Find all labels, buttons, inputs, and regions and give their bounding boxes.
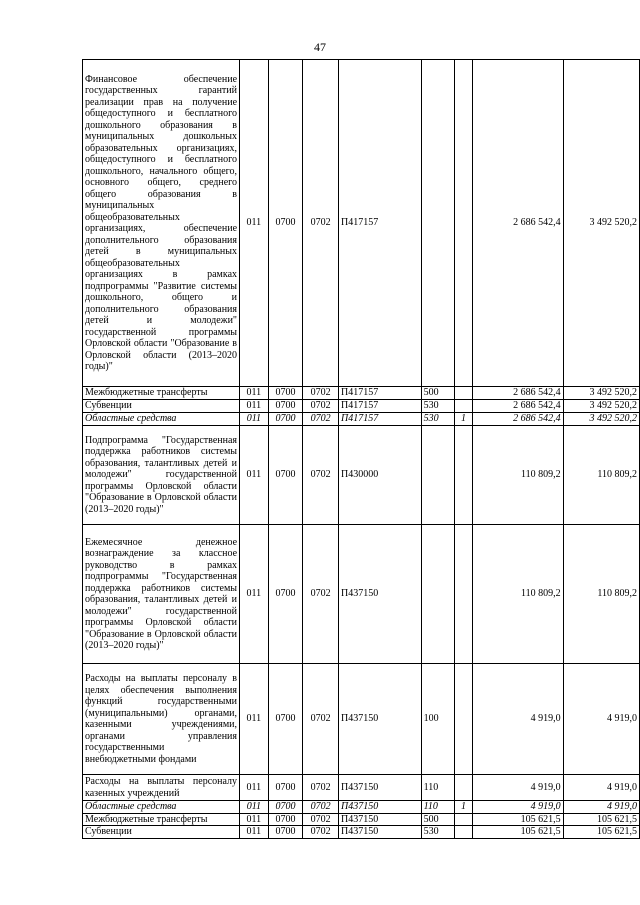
cell-grbs: 011 xyxy=(240,387,269,400)
table-row xyxy=(83,387,640,400)
cell-amount-1: 110 809,2 xyxy=(472,525,563,664)
cell-section: 0700 xyxy=(268,775,303,801)
cell-amount-1: 2 686 542,4 xyxy=(472,60,563,387)
cell-section: 0700 xyxy=(268,413,303,426)
cell-grbs: 011 xyxy=(240,664,269,775)
cell-amount-1: 2 686 542,4 xyxy=(472,413,563,426)
cell-name: Областные средства xyxy=(83,413,240,426)
cell-target-article: П437150 xyxy=(338,826,421,839)
cell-grbs: 011 xyxy=(240,775,269,801)
cell-section: 0700 xyxy=(268,664,303,775)
page-number: 47 xyxy=(314,40,326,54)
cell-amount-2: 3 492 520,2 xyxy=(563,60,639,387)
cell-expense-type xyxy=(421,525,455,664)
cell-amount-1: 4 919,0 xyxy=(472,801,563,814)
cell-source: 1 xyxy=(455,801,473,814)
cell-source xyxy=(455,775,473,801)
cell-target-article: П417157 xyxy=(338,60,421,387)
cell-amount-2: 3 492 520,2 xyxy=(563,413,639,426)
budget-table xyxy=(82,59,640,839)
cell-grbs: 011 xyxy=(240,813,269,826)
cell-expense-type: 530 xyxy=(421,826,455,839)
cell-subsection: 0702 xyxy=(303,813,339,826)
cell-grbs: 011 xyxy=(240,60,269,387)
cell-section: 0700 xyxy=(268,387,303,400)
cell-amount-2: 4 919,0 xyxy=(563,775,639,801)
table-row xyxy=(83,525,640,664)
cell-amount-2: 105 621,5 xyxy=(563,813,639,826)
cell-amount-2: 3 492 520,2 xyxy=(563,400,639,413)
cell-subsection: 0702 xyxy=(303,664,339,775)
cell-name: Субвенции xyxy=(83,826,240,839)
cell-section: 0700 xyxy=(268,826,303,839)
cell-subsection: 0702 xyxy=(303,60,339,387)
cell-subsection: 0702 xyxy=(303,413,339,426)
cell-expense-type xyxy=(421,426,455,525)
cell-source xyxy=(455,826,473,839)
cell-source xyxy=(455,664,473,775)
cell-amount-2: 3 492 520,2 xyxy=(563,387,639,400)
cell-expense-type xyxy=(421,60,455,387)
cell-grbs: 011 xyxy=(240,400,269,413)
table-row xyxy=(83,413,640,426)
cell-name: Расходы на выплаты персоналу в целях обеспечения выполнения функций государственными (муниципальными) органами, казенными учреждениями, органами управления государственными внебюджетными фондами xyxy=(83,664,240,775)
cell-source xyxy=(455,60,473,387)
cell-expense-type: 500 xyxy=(421,387,455,400)
cell-amount-1: 110 809,2 xyxy=(472,426,563,525)
cell-target-article: П437150 xyxy=(338,813,421,826)
table-row xyxy=(83,826,640,839)
cell-grbs: 011 xyxy=(240,826,269,839)
cell-source xyxy=(455,426,473,525)
cell-source: 1 xyxy=(455,413,473,426)
cell-amount-1: 2 686 542,4 xyxy=(472,387,563,400)
cell-amount-1: 105 621,5 xyxy=(472,826,563,839)
cell-grbs: 011 xyxy=(240,426,269,525)
table-row xyxy=(83,813,640,826)
cell-expense-type: 100 xyxy=(421,664,455,775)
table-row xyxy=(83,664,640,775)
cell-target-article: П430000 xyxy=(338,426,421,525)
cell-subsection: 0702 xyxy=(303,801,339,814)
cell-amount-1: 4 919,0 xyxy=(472,775,563,801)
cell-target-article: П417157 xyxy=(338,400,421,413)
cell-amount-2: 105 621,5 xyxy=(563,826,639,839)
cell-amount-2: 110 809,2 xyxy=(563,426,639,525)
cell-target-article: П437150 xyxy=(338,525,421,664)
cell-name: Межбюджетные трансферты xyxy=(83,813,240,826)
table-row xyxy=(83,801,640,814)
cell-section: 0700 xyxy=(268,801,303,814)
cell-source xyxy=(455,525,473,664)
cell-subsection: 0702 xyxy=(303,826,339,839)
cell-name: Областные средства xyxy=(83,801,240,814)
cell-expense-type: 530 xyxy=(421,400,455,413)
cell-amount-1: 2 686 542,4 xyxy=(472,400,563,413)
cell-target-article: П417157 xyxy=(338,387,421,400)
cell-section: 0700 xyxy=(268,813,303,826)
cell-expense-type: 110 xyxy=(421,775,455,801)
cell-target-article: П437150 xyxy=(338,664,421,775)
cell-subsection: 0702 xyxy=(303,400,339,413)
cell-section: 0700 xyxy=(268,426,303,525)
cell-subsection: 0702 xyxy=(303,426,339,525)
cell-subsection: 0702 xyxy=(303,525,339,664)
cell-grbs: 011 xyxy=(240,801,269,814)
table-row xyxy=(83,775,640,801)
cell-subsection: 0702 xyxy=(303,775,339,801)
cell-source xyxy=(455,813,473,826)
cell-amount-1: 4 919,0 xyxy=(472,664,563,775)
table-row xyxy=(83,426,640,525)
cell-name: Субвенции xyxy=(83,400,240,413)
cell-name: Подпрограмма "Государственная поддержка работников системы образования, талантливых детей и молодежи" государственной программы Орловской области "Образование в Орловской области (2013–2020 годы)" xyxy=(83,426,240,525)
cell-name: Расходы на выплаты персоналу казенных учреждений xyxy=(83,775,240,801)
cell-expense-type: 110 xyxy=(421,801,455,814)
cell-name: Финансовое обеспечение государственных гарантий реализации прав на получение общедоступного и бесплатного дошкольного образования в муниципальных дошкольных образовательных организациях, общедоступного и бесплатного дошкольного, начального общего, основного общего, среднего общего образования в муниципальных общеобразовательных организациях, обеспечение дополнительного образования детей в муниципальных общеобразовательных организациях в рамках подпрограммы "Развитие системы дошкольного, общего и дополнительного образования детей и молодежи" государственной программы Орловской области "Образование в Орловской области (2013–2020 годы)" xyxy=(83,60,240,387)
cell-section: 0700 xyxy=(268,400,303,413)
cell-target-article: П417157 xyxy=(338,413,421,426)
cell-name: Ежемесячное денежное вознаграждение за классное руководство в рамках подпрограммы "Государственная поддержка работников системы образования, талантливых детей и молодежи" государственной программы Орловской области "Образование в Орловской области (2013–2020 годы)" xyxy=(83,525,240,664)
cell-amount-2: 110 809,2 xyxy=(563,525,639,664)
cell-source xyxy=(455,387,473,400)
table-body xyxy=(83,60,640,839)
cell-grbs: 011 xyxy=(240,525,269,664)
cell-name: Межбюджетные трансферты xyxy=(83,387,240,400)
cell-amount-2: 4 919,0 xyxy=(563,801,639,814)
cell-section: 0700 xyxy=(268,60,303,387)
cell-source xyxy=(455,400,473,413)
cell-amount-1: 105 621,5 xyxy=(472,813,563,826)
cell-target-article: П437150 xyxy=(338,775,421,801)
cell-target-article: П437150 xyxy=(338,801,421,814)
cell-expense-type: 500 xyxy=(421,813,455,826)
table-row xyxy=(83,60,640,387)
cell-grbs: 011 xyxy=(240,413,269,426)
cell-expense-type: 530 xyxy=(421,413,455,426)
table-row xyxy=(83,400,640,413)
cell-amount-2: 4 919,0 xyxy=(563,664,639,775)
cell-subsection: 0702 xyxy=(303,387,339,400)
cell-section: 0700 xyxy=(268,525,303,664)
